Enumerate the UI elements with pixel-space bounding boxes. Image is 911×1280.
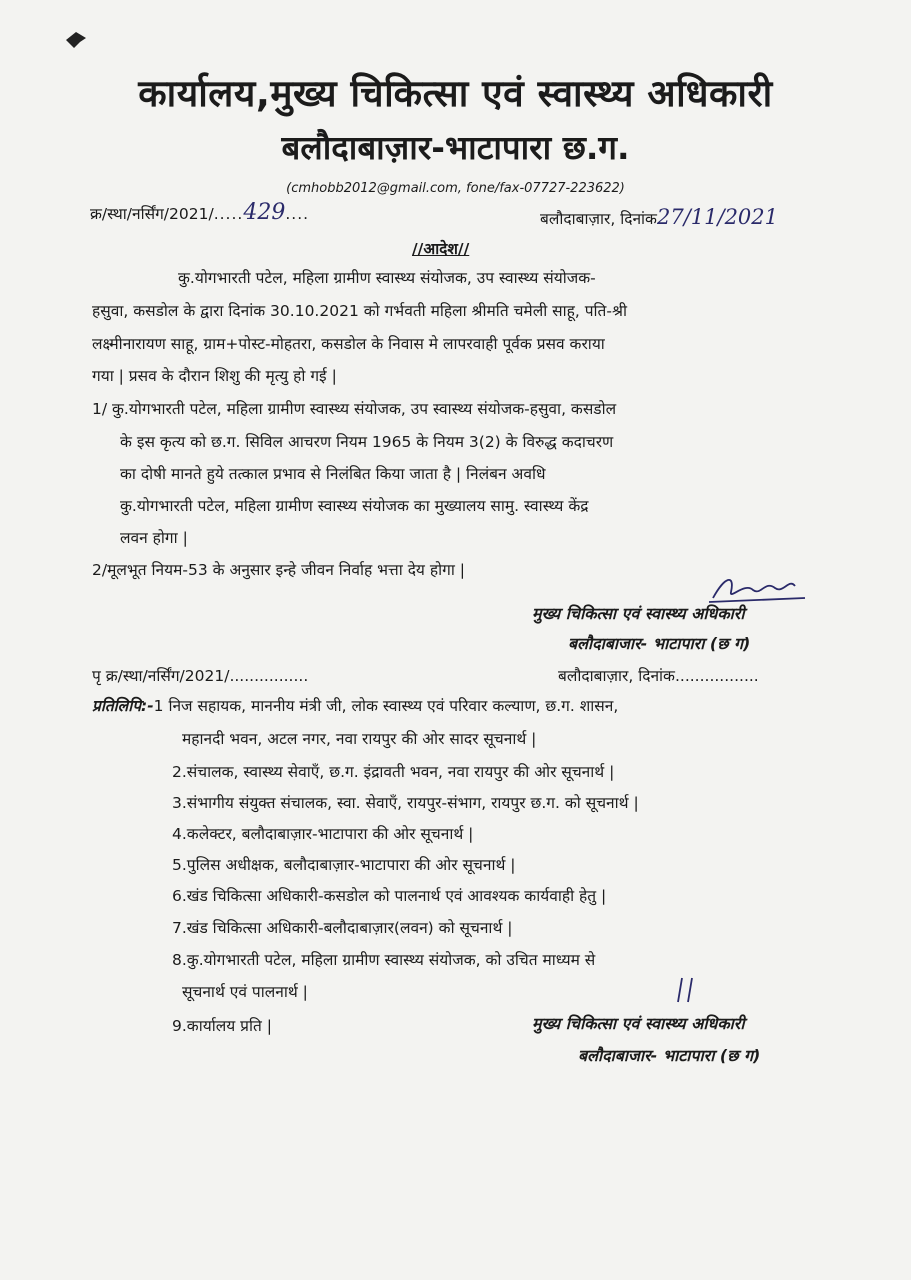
copy-item-1-line1: 1 निज सहायक, माननीय मंत्री जी, लोक स्वास्थ्य एवं परिवार कल्याण, छ.ग. शासन, xyxy=(153,697,619,715)
copy-label: प्रतिलिपि:- xyxy=(92,697,154,715)
endorsement-ref xyxy=(92,664,308,686)
copy-item-2: 2.संचालक, स्वास्थ्य सेवाएँ, छ.ग. इंद्रावती भवन, नवा रायपुर की ओर सूचनार्थ | xyxy=(172,763,615,781)
office-title: कार्यालय,मुख्य चिकित्सा एवं स्वास्थ्य अधिकारी xyxy=(138,72,773,115)
endorsement-date-dots: ................. xyxy=(674,667,759,685)
reference-number: क्र/स्था/नर्सिंग/2021/.....429.... xyxy=(90,200,310,225)
copy-item-8-line2: सूचनार्थ एवं पालनार्थ | xyxy=(182,983,308,1001)
signatory-title-2: मुख्य चिकित्सा एवं स्वास्थ्य अधिकारी xyxy=(532,1014,745,1033)
para3: 2/मूलभूत नियम-53 के अनुसार इन्हे जीवन निर्वाह भत्ता देय होगा | xyxy=(92,561,465,579)
copy-item-5: 5.पुलिस अधीक्षक, बलौदाबाज़ार-भाटापारा की ओर सूचनार्थ | xyxy=(172,856,516,874)
handwritten-date: 27/11/2021 xyxy=(656,205,779,229)
para1-line2: हसुवा, कसडोल के द्वारा दिनांक 30.10.2021 को गर्भवती महिला श्रीमति चमेली साहू, पति-श्री xyxy=(92,302,627,320)
copy-item-4: 4.कलेक्टर, बलौदाबाज़ार-भाटापारा की ओर सूचनार्थ | xyxy=(172,825,474,843)
signatory-title: मुख्य चिकित्सा एवं स्वास्थ्य अधिकारी xyxy=(532,604,745,623)
endorsement-place-date-label: बलौदाबाज़ार, दिनांक xyxy=(558,667,675,685)
place-date-label: बलौदाबाज़ार, दिनांक xyxy=(540,210,657,228)
copy-item-3: 3.संभागीय संयुक्त संचालक, स्वा. सेवाएँ, रायपुर-संभाग, रायपुर छ.ग. को सूचनार्थ | xyxy=(172,794,639,812)
contact-info: (cmhobb2012@gmail.com, fone/fax-07727-223622) xyxy=(286,181,625,196)
copy-item-7: 7.खंड चिकित्सा अधिकारी-बलौदाबाज़ार(लवन) को सूचनार्थ | xyxy=(172,919,513,937)
signatory-place-2: बलौदाबाजार- भाटापारा (छ ग) xyxy=(578,1046,761,1065)
reference-label: क्र/स्था/नर्सिंग/2021/ xyxy=(90,205,214,223)
signatory-place: बलौदाबाजार- भाटापारा (छ ग) xyxy=(568,634,751,653)
copy-line1 xyxy=(92,694,618,716)
para2-line5: लवन होगा | xyxy=(120,529,188,547)
para2-line1: 1/ कु.योगभारती पटेल, महिला ग्रामीण स्वास्थ्य संयोजक, उप स्वास्थ्य संयोजक-हसुवा, कसडोल xyxy=(92,400,617,418)
office-location: बलौदाबाज़ार-भाटापारा छ.ग. xyxy=(281,128,630,167)
initial-mark xyxy=(672,976,702,1006)
place-date xyxy=(540,205,778,229)
ink-blot-mark xyxy=(62,28,90,50)
copy-item-8-line1: 8.कु.योगभारती पटेल, महिला ग्रामीण स्वास्थ्य संयोजक, को उचित माध्यम से xyxy=(172,951,596,969)
para1-line4: गया | प्रसव के दौरान शिशु की मृत्यु हो गई | xyxy=(92,367,337,385)
para2-line3: का दोषी मानते हुये तत्काल प्रभाव से निलंबित किया जाता है | निलंबन अवधि xyxy=(120,465,546,483)
endorsement-place-date xyxy=(558,664,759,686)
para1-line1: कु.योगभारती पटेल, महिला ग्रामीण स्वास्थ्य संयोजक, उप स्वास्थ्य संयोजक- xyxy=(178,269,596,287)
copy-item-6: 6.खंड चिकित्सा अधिकारी-कसडोल को पालनार्थ एवं आवश्यक कार्यवाही हेतु | xyxy=(172,887,607,905)
para2-line4: कु.योगभारती पटेल, महिला ग्रामीण स्वास्थ्य संयोजक का मुख्यालय सामु. स्वास्थ्य केंद्र xyxy=(120,497,589,515)
copy-item-1-line2: महानदी भवन, अटल नगर, नवा रायपुर की ओर सादर सूचनार्थ | xyxy=(182,730,537,748)
copy-item-9: 9.कार्यालय प्रति | xyxy=(172,1017,272,1035)
reference-handwritten-number: 429 xyxy=(243,200,286,225)
para1-line3: लक्ष्मीनारायण साहू, ग्राम+पोस्ट-मोहतरा, कसडोल के निवास मे लापरवाही पूर्वक प्रसव कराया xyxy=(92,335,605,353)
order-title: //आदेश// xyxy=(412,240,470,258)
endorsement-ref-label: पृ क्र/स्था/नर्सिंग/2021/ xyxy=(92,667,230,685)
para2-line2: के इस कृत्य को छ.ग. सिविल आचरण नियम 1965 के नियम 3(2) के विरुद्ध कदाचरण xyxy=(120,433,614,451)
endorsement-ref-dots: ................ xyxy=(229,667,309,685)
